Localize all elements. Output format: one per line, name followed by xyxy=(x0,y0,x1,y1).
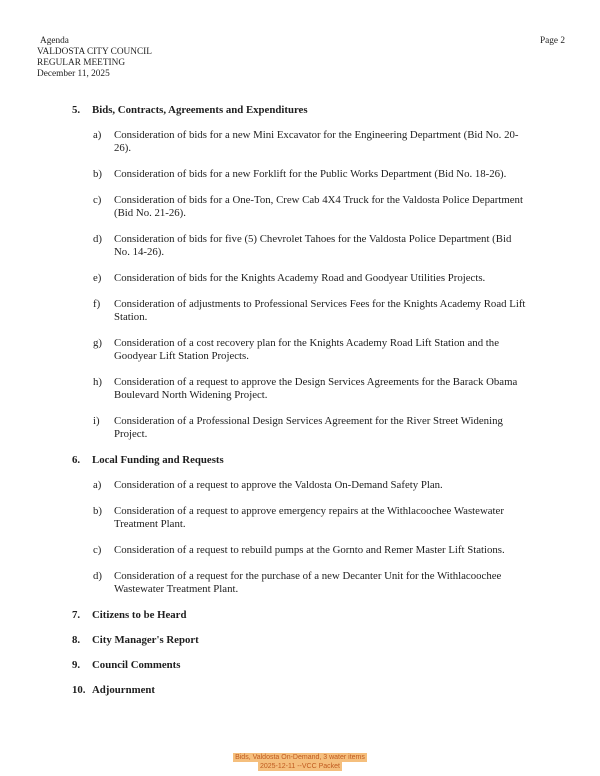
agenda-section xyxy=(72,634,530,647)
section-number: 10. xyxy=(72,684,86,696)
agenda-item xyxy=(93,129,530,155)
agenda-section xyxy=(72,454,530,596)
section-title: Local Funding and Requests xyxy=(92,454,224,466)
page-number: Page 2 xyxy=(539,36,565,46)
item-text: Consideration of bids for a new Mini Excavator for the Engineering Department (Bid No. 20-26). xyxy=(114,129,519,154)
item-text: Consideration of a cost recovery plan for the Knights Academy Road Lift Station and the Goodyear Lift Station Projects. xyxy=(114,337,499,362)
section-number: 5. xyxy=(72,104,81,116)
agenda-item xyxy=(93,376,530,402)
item-text: Consideration of bids for five (5) Chevrolet Tahoes for the Valdosta Police Department (Bid No. 14-26). xyxy=(114,233,512,258)
header-line-agenda: Agenda xyxy=(40,36,69,46)
item-letter: f) xyxy=(93,298,101,310)
section-heading xyxy=(72,104,530,117)
agenda-item xyxy=(93,298,530,324)
section-number: 8. xyxy=(72,634,81,646)
item-letter: d) xyxy=(93,570,102,582)
section-heading xyxy=(72,659,530,672)
item-text: Consideration of a Professional Design Services Agreement for the River Street Widening Project. xyxy=(114,415,503,440)
item-letter: d) xyxy=(93,233,102,245)
section-number: 7. xyxy=(72,609,81,621)
item-letter: a) xyxy=(93,479,102,491)
agenda-item xyxy=(93,194,530,220)
item-text: Consideration of bids for a new Forklift for the Public Works Department (Bid No. 18-26). xyxy=(114,168,507,180)
document-footer xyxy=(0,753,600,771)
item-letter: g) xyxy=(93,337,102,349)
agenda-item xyxy=(93,544,530,557)
agenda-item xyxy=(93,233,530,259)
section-items xyxy=(72,479,530,596)
agenda-item xyxy=(93,168,530,181)
item-letter: h) xyxy=(93,376,102,388)
header-line-date: December 11, 2025 xyxy=(37,69,110,79)
section-number: 6. xyxy=(72,454,81,466)
agenda-sections xyxy=(72,104,530,709)
section-title: Council Comments xyxy=(92,659,181,671)
section-title: Adjournment xyxy=(92,684,155,696)
item-text: Consideration of a request to approve emergency repairs at the Withlacoochee Wastewater Treatment Plant. xyxy=(114,505,504,530)
section-items xyxy=(72,129,530,441)
agenda-section xyxy=(72,609,530,622)
agenda-section xyxy=(72,684,530,697)
agenda-item xyxy=(93,570,530,596)
item-text: Consideration of bids for a One-Ton, Crew Cab 4X4 Truck for the Valdosta Police Department (Bid No. 21-26). xyxy=(114,194,523,219)
item-text: Consideration of a request to rebuild pumps at the Gornto and Remer Master Lift Stations. xyxy=(114,544,505,556)
item-letter: i) xyxy=(93,415,100,427)
agenda-section xyxy=(72,659,530,672)
section-number: 9. xyxy=(72,659,81,671)
footer-highlight-line-2: 2025-12-11 --VCC Packet xyxy=(259,763,341,770)
item-letter: b) xyxy=(93,168,102,180)
item-text: Consideration of a request to approve the Valdosta On-Demand Safety Plan. xyxy=(114,479,443,491)
item-letter: c) xyxy=(93,194,102,206)
item-text: Consideration of a request to approve the Design Services Agreements for the Barack Obama Boulevard North Widening Project. xyxy=(114,376,518,401)
agenda-item xyxy=(93,415,530,441)
header-line-council: VALDOSTA CITY COUNCIL xyxy=(37,47,152,57)
item-letter: e) xyxy=(93,272,102,284)
agenda-section xyxy=(72,104,530,441)
header-line-meeting: REGULAR MEETING xyxy=(37,58,126,68)
agenda-item xyxy=(93,505,530,531)
item-letter: b) xyxy=(93,505,102,517)
item-letter: c) xyxy=(93,544,102,556)
agenda-item xyxy=(93,479,530,492)
agenda-item xyxy=(93,337,530,363)
section-heading xyxy=(72,684,530,697)
item-letter: a) xyxy=(93,129,102,141)
footer-highlight-line-1: Bids, Valdosta On-Demand, 3 water items xyxy=(235,754,365,761)
item-text: Consideration of bids for the Knights Academy Road and Goodyear Utilities Projects. xyxy=(114,272,486,284)
section-title: Bids, Contracts, Agreements and Expenditures xyxy=(92,104,308,116)
document-header xyxy=(37,36,152,80)
section-title: Citizens to be Heard xyxy=(92,609,187,621)
section-title: City Manager's Report xyxy=(92,634,199,646)
item-text: Consideration of adjustments to Professional Services Fees for the Knights Academy Road Lift Station. xyxy=(114,298,526,323)
section-heading xyxy=(72,454,530,467)
section-heading xyxy=(72,634,530,647)
item-text: Consideration of a request for the purchase of a new Decanter Unit for the Withlacoochee Wastewater Treatment Plant. xyxy=(114,570,502,595)
section-heading xyxy=(72,609,530,622)
agenda-item xyxy=(93,272,530,285)
